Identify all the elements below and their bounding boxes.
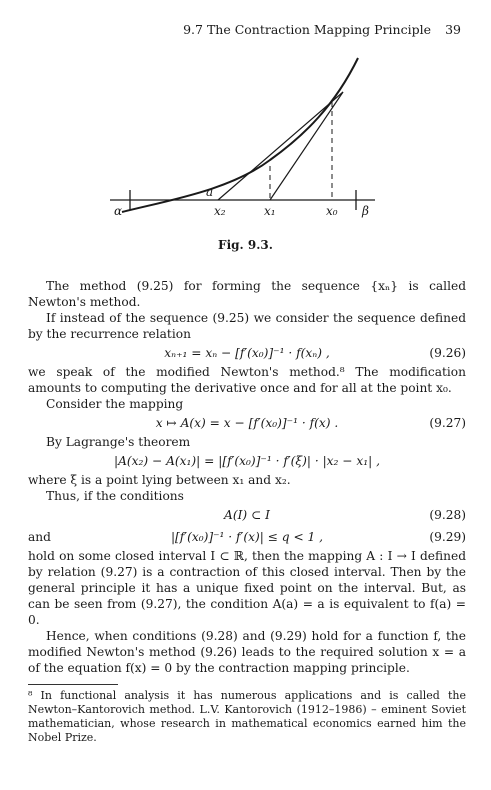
label-x0: x₀	[326, 204, 338, 218]
equation-number: (9.27)	[429, 416, 466, 430]
paragraph: Hence, when conditions (9.28) and (9.29) hold for a function f, the modified Newton's method (9.26) leads to the required solution x = a of the equation f(x) = 0 by the contraction mapping principle.	[28, 629, 466, 675]
equation-number: (9.29)	[429, 530, 466, 544]
equation-formula: x ↦ A(x) = x − [f′(x₀)]⁻¹ · f(x) .	[155, 416, 339, 430]
section-title: 9.7 The Contraction Mapping Principle	[183, 22, 431, 37]
label-alpha: α	[114, 204, 123, 218]
equation-9-28	[28, 504, 466, 526]
label-x1: x₁	[264, 204, 276, 218]
equation-formula: |A(x₂) − A(x₁)| = |[f′(x₀)]⁻¹ · f′(ξ)| · |x₂ − x₁| ,	[113, 454, 381, 468]
label-x2: x₂	[214, 204, 226, 218]
equation-formula: A(I) ⊂ I	[224, 508, 270, 522]
equation-9-26	[28, 342, 466, 364]
paragraph: we speak of the modified Newton's method.⁸ The modification amounts to computing the derivative once and for all at the point x₀.	[28, 365, 466, 395]
paragraph: Thus, if the conditions	[46, 489, 184, 503]
footnote-rule	[28, 684, 118, 685]
equation-number: (9.26)	[429, 346, 466, 360]
paragraph: By Lagrange's theorem	[46, 435, 191, 449]
equation-formula: |[f′(x₀)]⁻¹ · f′(x)| ≤ q < 1 ,	[170, 530, 324, 544]
equation-number: (9.28)	[429, 508, 466, 522]
label-beta: β	[362, 204, 369, 218]
paragraph: where ξ is a point lying between x₁ and x₂.	[28, 473, 291, 487]
conjunction: and	[28, 530, 51, 544]
figure-caption: Fig. 9.3.	[218, 238, 273, 252]
equation-9-27	[28, 412, 466, 434]
equation-9-29	[28, 526, 466, 548]
page-number: 39	[445, 22, 461, 37]
running-head	[0, 22, 491, 40]
footnote: ⁸ In functional analysis it has numerous applications and is called the Newton–Kantorovich method. L.V. Kantorovich (1912–1986) – eminent Soviet mathematician, whose research in mathematical economics earned him the Nobel Prize.	[28, 689, 466, 744]
paragraph: hold on some closed interval I ⊂ ℝ, then the mapping A : I → I defined by relation (9.27) is a contraction of this closed interval. Then by the general principle it has a unique fixed point on the interval. But, as can be seen from (9.27), the condition A(a) = a is equivalent to f(a) = 0.	[28, 549, 466, 627]
function-curve	[122, 58, 358, 212]
main-text	[28, 278, 466, 745]
paragraph: If instead of the sequence (9.25) we consider the sequence defined by the recurrence relation	[28, 311, 466, 341]
figure-9-3	[110, 50, 380, 230]
equation-formula: xₙ₊₁ = xₙ − [f′(x₀)]⁻¹ · f(xₙ) ,	[164, 346, 330, 360]
paragraph: Consider the mapping	[46, 397, 184, 411]
equation-lagrange	[28, 450, 466, 472]
newton-method-diagram	[110, 50, 380, 230]
paragraph: The method (9.25) for forming the sequence {xₙ} is called Newton's method.	[28, 279, 466, 309]
label-a: a	[206, 185, 214, 199]
